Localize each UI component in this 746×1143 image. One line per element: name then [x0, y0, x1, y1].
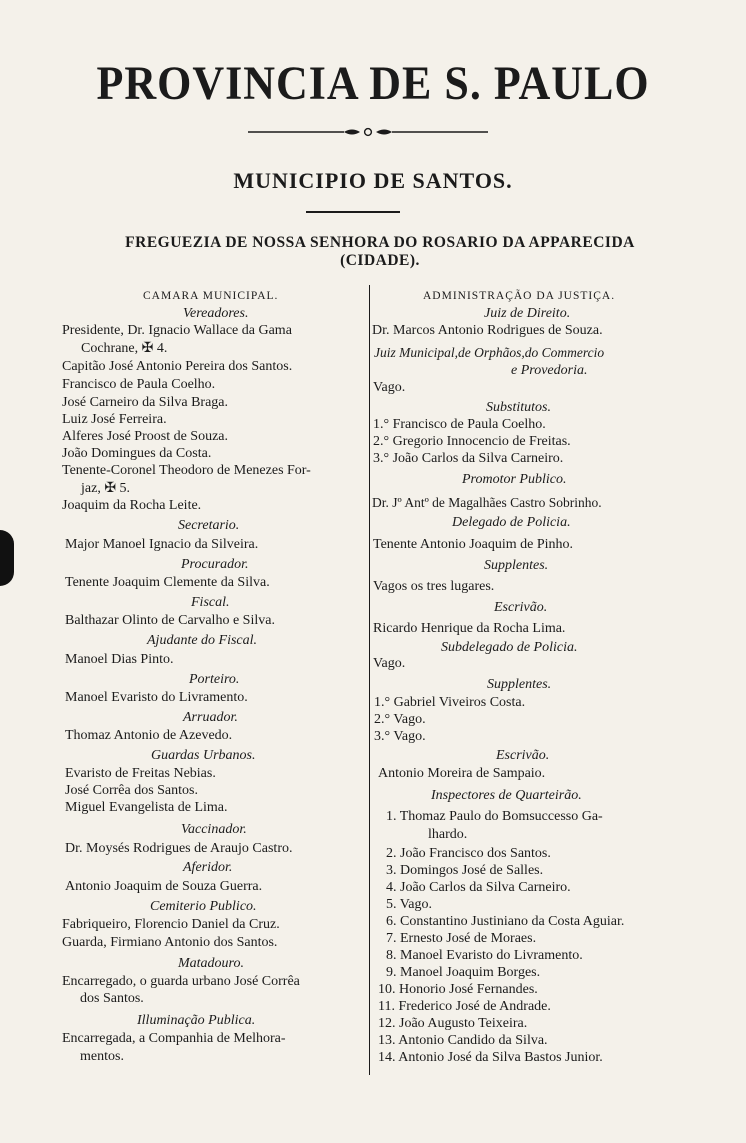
list-item: Thomaz Antonio de Azevedo.: [65, 728, 233, 743]
list-item: Luiz José Ferreira.: [62, 412, 167, 427]
list-item: Manoel Evaristo do Livramento.: [65, 690, 248, 705]
list-item: 3. Domingos José de Salles.: [386, 863, 544, 878]
list-item: 7. Ernesto José de Moraes.: [386, 931, 537, 946]
list-item: 3.° Vago.: [374, 729, 426, 744]
list-item: 2.° Vago.: [374, 712, 426, 727]
list-item: Tenente Joaquim Clemente da Silva.: [65, 575, 270, 590]
list-item: Antonio Joaquim de Souza Guerra.: [65, 879, 263, 894]
list-item: Miguel Evangelista de Lima.: [65, 800, 228, 815]
section-heading: Escrivão.: [496, 748, 550, 763]
section-heading: Vaccinador.: [181, 822, 247, 837]
list-item: Vago.: [373, 380, 406, 395]
parish-line-1: FREGUEZIA DE NOSSA SENHORA DO ROSARIO DA APPARECIDA: [125, 234, 635, 251]
list-item: 12. João Augusto Teixeira.: [378, 1016, 528, 1031]
section-heading: Arruador.: [183, 710, 238, 725]
list-item: jaz, ✠ 5.: [81, 481, 131, 496]
section-heading: Juiz Municipal,de Orphãos,do Commercio: [374, 345, 605, 360]
list-item: Encarregada, a Companhia de Melhora-: [62, 1031, 286, 1046]
section-heading: Delegado de Policia.: [452, 515, 571, 530]
list-item: Dr. Jº Antº de Magalhães Castro Sobrinho.: [372, 495, 602, 510]
section-heading: Ajudante do Fiscal.: [147, 633, 258, 648]
section-heading: Substitutos.: [486, 400, 551, 415]
section-heading: e Provedoria.: [511, 363, 588, 378]
list-item: Guarda, Firmiano Antonio dos Santos.: [62, 935, 278, 950]
short-rule: [306, 211, 400, 213]
section-heading: Aferidor.: [183, 860, 233, 875]
list-item: 5. Vago.: [386, 897, 433, 912]
section-heading: Secretario.: [178, 518, 240, 533]
list-item: Balthazar Olinto de Carvalho e Silva.: [65, 613, 275, 628]
section-heading: Inspectores de Quarteirão.: [431, 788, 582, 803]
list-item: 2.° Gregorio Innocencio de Freitas.: [373, 434, 571, 449]
justice-heading: ADMINISTRAÇÃO DA JUSTIÇA.: [423, 290, 616, 302]
section-heading: Guardas Urbanos.: [151, 748, 256, 763]
province-title: PROVINCIA DE S. PAULO: [96, 57, 650, 110]
list-item: 1. Thomaz Paulo do Bomsuccesso Ga-: [386, 809, 603, 824]
list-item: 13. Antonio Candido da Silva.: [378, 1033, 548, 1048]
list-item: lhardo.: [428, 827, 468, 842]
section-heading: Porteiro.: [189, 672, 240, 687]
list-item: Dr. Moysés Rodrigues de Araujo Castro.: [65, 841, 293, 856]
list-item: José Corrêa dos Santos.: [65, 783, 198, 798]
section-heading: Cemiterio Publico.: [150, 899, 257, 914]
list-item: mentos.: [80, 1049, 124, 1064]
section-heading: Illuminação Publica.: [137, 1013, 256, 1028]
list-item: Antonio Moreira de Sampaio.: [378, 766, 546, 781]
list-item: Cochrane, ✠ 4.: [81, 341, 168, 356]
list-item: Evaristo de Freitas Nebias.: [65, 766, 216, 781]
list-item: Dr. Marcos Antonio Rodrigues de Souza.: [372, 323, 603, 338]
list-item: Alferes José Proost de Souza.: [62, 429, 229, 444]
list-item: 11. Frederico José de Andrade.: [378, 999, 551, 1014]
list-item: Vago.: [373, 656, 406, 671]
parish-heading: [70, 234, 690, 270]
list-item: Tenente Antonio Joaquim de Pinho.: [373, 537, 574, 552]
list-item: Tenente-Coronel Theodoro de Menezes For-: [62, 463, 311, 478]
list-item: 2. João Francisco dos Santos.: [386, 846, 551, 861]
section-heading: Vereadores.: [183, 306, 249, 321]
list-item: Major Manoel Ignacio da Silveira.: [65, 537, 259, 552]
section-heading: Procurador.: [181, 557, 249, 572]
section-heading: Fiscal.: [191, 595, 230, 610]
section-heading: Juiz de Direito.: [484, 306, 571, 321]
list-item: João Domingues da Costa.: [62, 446, 212, 461]
list-item: 14. Antonio José da Silva Bastos Junior.: [378, 1050, 603, 1065]
section-heading: Subdelegado de Policia.: [441, 640, 578, 655]
list-item: 8. Manoel Evaristo do Livramento.: [386, 948, 583, 963]
list-item: 1.° Francisco de Paula Coelho.: [373, 417, 546, 432]
section-heading: Promotor Publico.: [462, 472, 567, 487]
camara-heading: CAMARA MUNICIPAL.: [143, 290, 279, 302]
list-item: Fabriqueiro, Florencio Daniel da Cruz.: [62, 917, 280, 932]
ornament-divider: [248, 127, 488, 137]
section-heading: Matadouro.: [178, 956, 244, 971]
list-item: Vagos os tres lugares.: [373, 579, 495, 594]
ink-blot: [0, 530, 14, 586]
section-heading: Escrivão.: [494, 600, 548, 615]
list-item: 1.° Gabriel Viveiros Costa.: [374, 695, 526, 710]
list-item: Encarregado, o guarda urbano José Corrêa: [62, 974, 300, 989]
list-item: Presidente, Dr. Ignacio Wallace da Gama: [62, 323, 292, 338]
section-heading: Supplentes.: [487, 677, 552, 692]
list-item: 10. Honorio José Fernandes.: [378, 982, 538, 997]
list-item: Capitão José Antonio Pereira dos Santos.: [62, 359, 293, 374]
section-heading: Supplentes.: [484, 558, 549, 573]
parish-line-2: (CIDADE).: [340, 252, 420, 269]
municipality-title: MUNICIPIO DE SANTOS.: [233, 168, 513, 193]
list-item: Manoel Dias Pinto.: [65, 652, 174, 667]
list-item: Joaquim da Rocha Leite.: [62, 498, 202, 513]
list-item: Ricardo Henrique da Rocha Lima.: [373, 621, 566, 636]
column-divider: [369, 285, 370, 1075]
list-item: 9. Manoel Joaquim Borges.: [386, 965, 541, 980]
list-item: Francisco de Paula Coelho.: [62, 377, 216, 392]
list-item: 3.° João Carlos da Silva Carneiro.: [373, 451, 564, 466]
list-item: 4. João Carlos da Silva Carneiro.: [386, 880, 571, 895]
list-item: José Carneiro da Silva Braga.: [62, 395, 229, 410]
list-item: 6. Constantino Justiniano da Costa Aguiar.: [386, 914, 625, 929]
list-item: dos Santos.: [80, 991, 144, 1006]
